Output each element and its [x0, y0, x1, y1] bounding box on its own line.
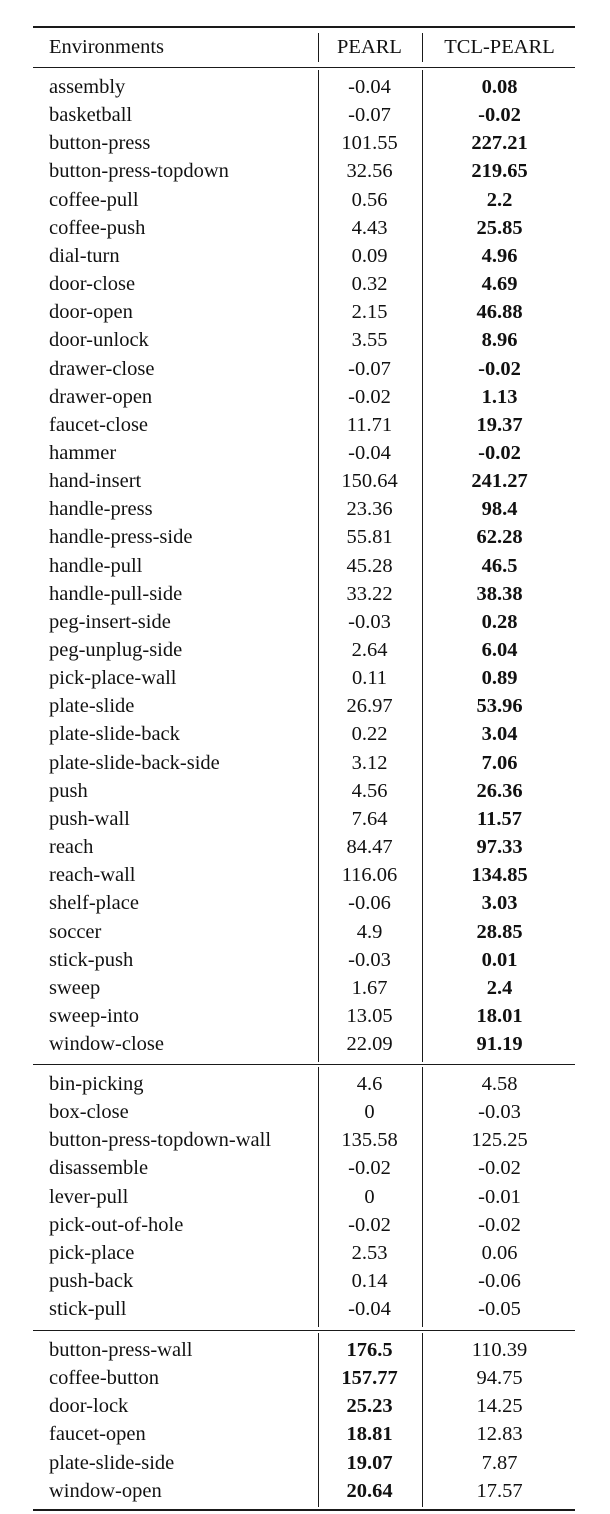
column-divider — [318, 1067, 319, 1327]
tcl-pearl-value: 3.04 — [481, 723, 518, 746]
table-row — [33, 1098, 575, 1126]
table-row — [33, 157, 575, 185]
pearl-value: 11.71 — [346, 413, 393, 436]
tcl-pearl-value: 94.75 — [476, 1367, 523, 1390]
tcl-pearl-value: 7.06 — [481, 751, 518, 774]
environment-name: reach — [49, 836, 94, 859]
tcl-pearl-value: 18.01 — [476, 1004, 523, 1027]
pearl-value: 176.5 — [346, 1339, 393, 1361]
table-row — [33, 805, 575, 833]
table-row — [33, 523, 575, 551]
table-row — [33, 861, 575, 889]
environment-name: handle-press-side — [49, 526, 193, 549]
column-divider — [318, 1333, 319, 1507]
tcl-pearl-value: 8.96 — [481, 329, 518, 352]
table-row — [33, 777, 575, 805]
pearl-value: -0.02 — [348, 1213, 391, 1236]
environment-name: shelf-place — [49, 892, 139, 915]
header-tcl-pearl: TCL-PEARL — [444, 36, 555, 58]
environment-name: bin-picking — [49, 1073, 144, 1095]
tcl-pearl-value: 7.87 — [481, 1451, 518, 1474]
table-row — [33, 242, 575, 270]
pearl-value: 4.56 — [351, 779, 388, 802]
pearl-value: -0.03 — [348, 948, 391, 971]
environment-name: stick-push — [49, 948, 134, 971]
table-row — [33, 1295, 575, 1323]
pearl-value: 0 — [364, 1101, 375, 1124]
header-environments: Environments — [49, 36, 165, 58]
environment-name: door-close — [49, 273, 136, 296]
tcl-pearl-value: 0.01 — [481, 948, 518, 971]
table-row — [33, 1239, 575, 1267]
tcl-pearl-value: -0.02 — [478, 357, 521, 380]
pearl-value: 0.32 — [351, 273, 388, 296]
tcl-pearl-value: 110.39 — [471, 1339, 528, 1361]
column-divider — [422, 1333, 423, 1507]
tcl-pearl-value: 241.27 — [471, 470, 528, 493]
environment-name: lever-pull — [49, 1185, 129, 1208]
pearl-value: 20.64 — [346, 1479, 393, 1502]
tcl-pearl-value: -0.02 — [478, 441, 521, 464]
pearl-value: 19.07 — [346, 1451, 393, 1474]
tcl-pearl-value: 28.85 — [476, 920, 523, 943]
table-row — [33, 1336, 575, 1364]
table-row — [33, 326, 575, 354]
tcl-pearl-value: -0.01 — [478, 1185, 521, 1208]
environment-name: basketball — [49, 104, 133, 127]
tcl-pearl-value: 4.69 — [481, 273, 518, 296]
pearl-value: 0 — [364, 1185, 375, 1208]
tcl-pearl-value: 4.96 — [481, 244, 518, 267]
table-row — [33, 1267, 575, 1295]
table-row — [33, 439, 575, 467]
environment-name: reach-wall — [49, 864, 136, 887]
column-divider — [422, 1067, 423, 1327]
pearl-value: 4.6 — [356, 1073, 383, 1095]
environment-name: sweep — [49, 976, 101, 999]
tcl-pearl-value: -0.03 — [478, 1101, 521, 1124]
pearl-value: 0.22 — [351, 723, 388, 746]
tcl-pearl-value: -0.05 — [478, 1298, 521, 1321]
group-separator-rule — [33, 1064, 575, 1065]
environment-name: drawer-open — [49, 385, 153, 408]
table-row — [33, 101, 575, 129]
environment-name: push — [49, 779, 88, 802]
environment-name: handle-pull-side — [49, 582, 183, 605]
pearl-value: 0.11 — [351, 667, 388, 690]
table-row — [33, 355, 575, 383]
tcl-pearl-value: 91.19 — [476, 1033, 523, 1056]
table-row — [33, 411, 575, 439]
table-row — [33, 692, 575, 720]
environment-name: coffee-pull — [49, 188, 139, 211]
environment-name: drawer-close — [49, 357, 155, 380]
environment-name: plate-slide-back — [49, 723, 180, 746]
pearl-value: -0.03 — [348, 610, 391, 633]
table-row — [33, 1211, 575, 1239]
tcl-pearl-value: 11.57 — [477, 807, 522, 830]
pearl-value: 4.9 — [356, 920, 383, 943]
environment-name: box-close — [49, 1101, 129, 1124]
tcl-pearl-value: 14.25 — [476, 1395, 523, 1418]
pearl-value: 25.23 — [346, 1395, 393, 1418]
tcl-pearl-value: 2.2 — [486, 188, 513, 211]
table-row — [33, 1154, 575, 1182]
tcl-pearl-value: 97.33 — [476, 836, 523, 859]
pearl-value: 26.97 — [346, 695, 393, 718]
environment-name: peg-unplug-side — [49, 639, 183, 661]
pearl-value: 2.53 — [351, 1241, 388, 1264]
table-row — [33, 664, 575, 692]
table-row — [33, 1002, 575, 1030]
pearl-value: 3.55 — [351, 329, 388, 352]
environment-name: peg-insert-side — [49, 610, 171, 633]
tcl-pearl-value: -0.02 — [478, 1157, 521, 1180]
pearl-value: 55.81 — [346, 526, 393, 549]
table-row — [33, 1183, 575, 1211]
environment-name: handle-pull — [49, 554, 143, 577]
pearl-value: 23.36 — [346, 498, 393, 521]
environment-name: button-press — [49, 132, 151, 155]
pearl-value: 18.81 — [346, 1423, 393, 1446]
table-row — [33, 298, 575, 326]
environment-name: plate-slide-side — [49, 1451, 175, 1474]
pearl-value: 33.22 — [346, 582, 393, 605]
tcl-pearl-value: 38.38 — [476, 582, 523, 605]
tcl-pearl-value: 25.85 — [476, 216, 523, 239]
table-header-row — [33, 33, 575, 61]
environment-name: coffee-push — [49, 216, 146, 239]
table-row — [33, 495, 575, 523]
environment-name: window-close — [49, 1033, 165, 1056]
table-row — [33, 608, 575, 636]
environment-name: plate-slide-back-side — [49, 751, 220, 774]
tcl-pearl-value: 0.08 — [481, 76, 518, 98]
environment-name: stick-pull — [49, 1298, 127, 1321]
pearl-value: 32.56 — [346, 160, 393, 183]
table-row — [33, 720, 575, 748]
header-rule — [33, 67, 575, 68]
environment-name: faucet-open — [49, 1423, 146, 1446]
pearl-value: -0.04 — [348, 441, 391, 464]
environment-name: button-press-topdown — [49, 160, 229, 183]
column-divider — [422, 33, 423, 62]
tcl-pearl-value: 0.28 — [481, 610, 518, 633]
pearl-value: 157.77 — [341, 1367, 398, 1390]
pearl-value: 7.64 — [351, 807, 388, 830]
table-row — [33, 833, 575, 861]
pearl-value: -0.04 — [348, 76, 391, 98]
environment-name: pick-place-wall — [49, 667, 177, 690]
table-row — [33, 636, 575, 664]
pearl-value: -0.02 — [348, 385, 391, 408]
tcl-pearl-value: 19.37 — [476, 413, 523, 436]
pearl-value: 13.05 — [346, 1004, 393, 1027]
table-row — [33, 1126, 575, 1154]
pearl-value: 101.55 — [341, 132, 398, 155]
tcl-pearl-value: 0.06 — [481, 1241, 518, 1264]
tcl-pearl-value: 1.13 — [481, 385, 518, 408]
group-separator-rule — [33, 1330, 575, 1331]
table-row — [33, 749, 575, 777]
pearl-value: 135.58 — [341, 1129, 398, 1152]
tcl-pearl-value: -0.06 — [478, 1270, 521, 1293]
environment-name: faucet-close — [49, 413, 149, 436]
tcl-pearl-value: 4.58 — [481, 1073, 518, 1095]
table-row — [33, 214, 575, 242]
table-bottom-rule — [33, 1509, 575, 1511]
pearl-value: 116.06 — [341, 864, 398, 887]
column-divider — [422, 70, 423, 1062]
tcl-pearl-value: 17.57 — [476, 1479, 523, 1502]
table-row — [33, 270, 575, 298]
table-row — [33, 383, 575, 411]
environment-name: push-wall — [49, 807, 130, 830]
pearl-value: 1.67 — [351, 976, 388, 999]
table-row — [33, 1477, 575, 1505]
environment-name: handle-press — [49, 498, 153, 521]
table-row — [33, 1392, 575, 1420]
column-divider — [318, 70, 319, 1062]
environment-name: sweep-into — [49, 1004, 139, 1027]
tcl-pearl-value: 46.88 — [476, 301, 523, 324]
table-row — [33, 580, 575, 608]
table-row — [33, 129, 575, 157]
table-row — [33, 467, 575, 495]
pearl-value: 2.64 — [351, 639, 388, 661]
pearl-value: 45.28 — [346, 554, 393, 577]
environment-name: button-press-topdown-wall — [49, 1129, 272, 1152]
table-row — [33, 918, 575, 946]
table-row — [33, 974, 575, 1002]
environment-name: window-open — [49, 1479, 162, 1502]
pearl-value: 4.43 — [351, 216, 388, 239]
pearl-value: -0.07 — [348, 104, 391, 127]
tcl-pearl-value: -0.02 — [478, 104, 521, 127]
environment-name: pick-out-of-hole — [49, 1213, 184, 1236]
pearl-value: 150.64 — [341, 470, 398, 493]
pearl-value: -0.06 — [348, 892, 391, 915]
pearl-value: 0.56 — [351, 188, 388, 211]
pearl-value: 22.09 — [346, 1033, 393, 1056]
pearl-value: 84.47 — [346, 836, 393, 859]
table-top-rule — [33, 26, 575, 28]
tcl-pearl-value: 53.96 — [476, 695, 523, 718]
environment-name: hand-insert — [49, 470, 142, 493]
tcl-pearl-value: 2.4 — [486, 976, 513, 999]
tcl-pearl-value: 227.21 — [471, 132, 528, 155]
tcl-pearl-value: 134.85 — [471, 864, 528, 887]
tcl-pearl-value: 12.83 — [476, 1423, 523, 1446]
pearl-value: -0.07 — [348, 357, 391, 380]
table-row — [33, 1070, 575, 1098]
tcl-pearl-value: 26.36 — [476, 779, 523, 802]
pearl-value: 0.09 — [351, 244, 388, 267]
tcl-pearl-value: 219.65 — [471, 160, 528, 183]
pearl-value: -0.04 — [348, 1298, 391, 1321]
table-row — [33, 1420, 575, 1448]
environment-name: hammer — [49, 441, 117, 464]
tcl-pearl-value: 62.28 — [476, 526, 523, 549]
table-row — [33, 1449, 575, 1477]
environment-name: assembly — [49, 76, 126, 98]
table-row — [33, 946, 575, 974]
environment-name: pick-place — [49, 1241, 135, 1264]
tcl-pearl-value: 125.25 — [471, 1129, 528, 1152]
table-row — [33, 73, 575, 101]
tcl-pearl-value: 6.04 — [481, 639, 518, 661]
tcl-pearl-value: 3.03 — [481, 892, 518, 915]
environment-name: plate-slide — [49, 695, 135, 718]
environment-name: push-back — [49, 1270, 134, 1293]
pearl-value: 0.14 — [351, 1270, 388, 1293]
environment-name: door-lock — [49, 1395, 129, 1418]
tcl-pearl-value: 0.89 — [481, 667, 518, 690]
pearl-value: -0.02 — [348, 1157, 391, 1180]
environment-name: dial-turn — [49, 244, 120, 267]
tcl-pearl-value: -0.02 — [478, 1213, 521, 1236]
tcl-pearl-value: 46.5 — [481, 554, 518, 577]
pearl-value: 3.12 — [351, 751, 388, 774]
environment-name: soccer — [49, 920, 102, 943]
table-row — [33, 889, 575, 917]
environment-name: door-unlock — [49, 329, 149, 352]
environment-name: coffee-button — [49, 1367, 160, 1390]
tcl-pearl-value: 98.4 — [481, 498, 518, 521]
column-divider — [318, 33, 319, 62]
table-row — [33, 186, 575, 214]
environment-name: button-press-wall — [49, 1339, 193, 1361]
environment-name: door-open — [49, 301, 133, 324]
table-row — [33, 1364, 575, 1392]
table-row — [33, 552, 575, 580]
pearl-value: 2.15 — [351, 301, 388, 324]
header-pearl: PEARL — [337, 36, 402, 58]
table-row — [33, 1030, 575, 1058]
environment-name: disassemble — [49, 1157, 149, 1180]
